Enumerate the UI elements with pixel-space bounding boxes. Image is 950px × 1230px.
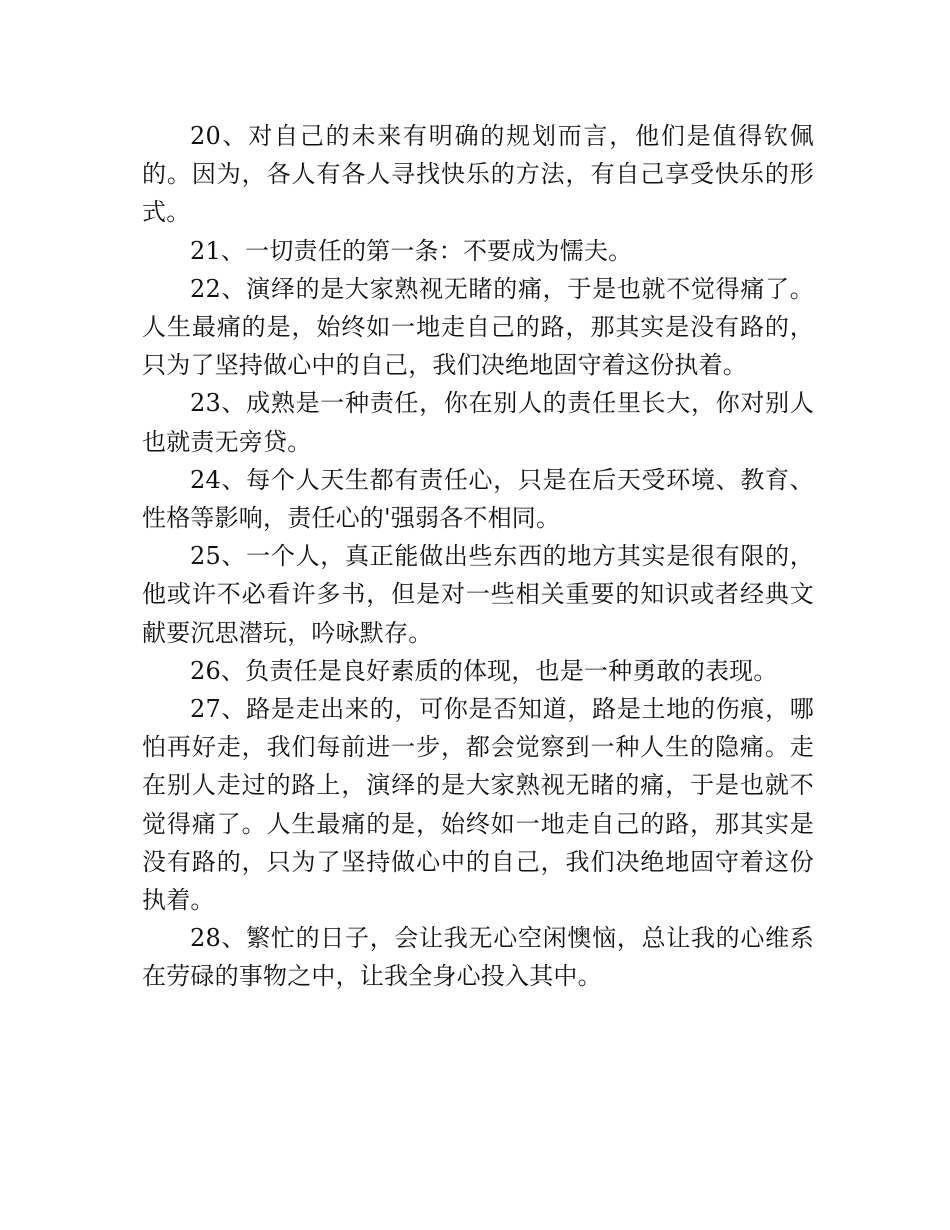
paragraph-25: 25、一个人，真正能做出些东西的地方其实是很有限的，他或许不必看许多书，但是对一些相关重要的知识或者经典文献要沉思潜玩，吟咏默存。 — [142, 542, 814, 647]
paragraph-27: 27、路是走出来的，可你是否知道，路是土地的伤痕，哪怕再好走，我们每前进一步，都会觉察到一种人生的隐痛。走在别人走过的路上，演绎的是大家熟视无睹的痛，于是也就不觉得痛了。人生最痛的是，始终如一地走自己的路，那其实是没有路的，只为了坚持做心中的自己，我们决绝地固守着这份执着。 — [142, 695, 814, 915]
document-body — [142, 117, 814, 996]
paragraph-23: 23、成熟是一种责任，你在别人的责任里长大，你对别人也就责无旁贷。 — [142, 389, 814, 456]
paragraph-21: 21、一切责任的第一条：不要成为懦夫。 — [190, 236, 633, 265]
paragraph-28: 28、繁忙的日子，会让我无心空闲懊恼，总让我的心维系在劳碌的事物之中，让我全身心投入其中。 — [142, 924, 814, 991]
paragraph-24: 24、每个人天生都有责任心，只是在后天受环境、教育、性格等影响，责任心的'强弱各不相同。 — [142, 465, 814, 533]
paragraph-26: 26、负责任是良好素质的体现，也是一种勇敢的表现。 — [190, 656, 778, 685]
paragraph-22: 22、演绎的是大家熟视无睹的痛，于是也就不觉得痛了。人生最痛的是，始终如一地走自己的路，那其实是没有路的，只为了坚持做心中的自己，我们决绝地固守着这份执着。 — [142, 274, 814, 380]
paragraph-20: 20、对自己的未来有明确的规划而言，他们是值得钦佩的。因为，各人有各人寻找快乐的方法，有自己享受快乐的形式。 — [142, 122, 814, 227]
